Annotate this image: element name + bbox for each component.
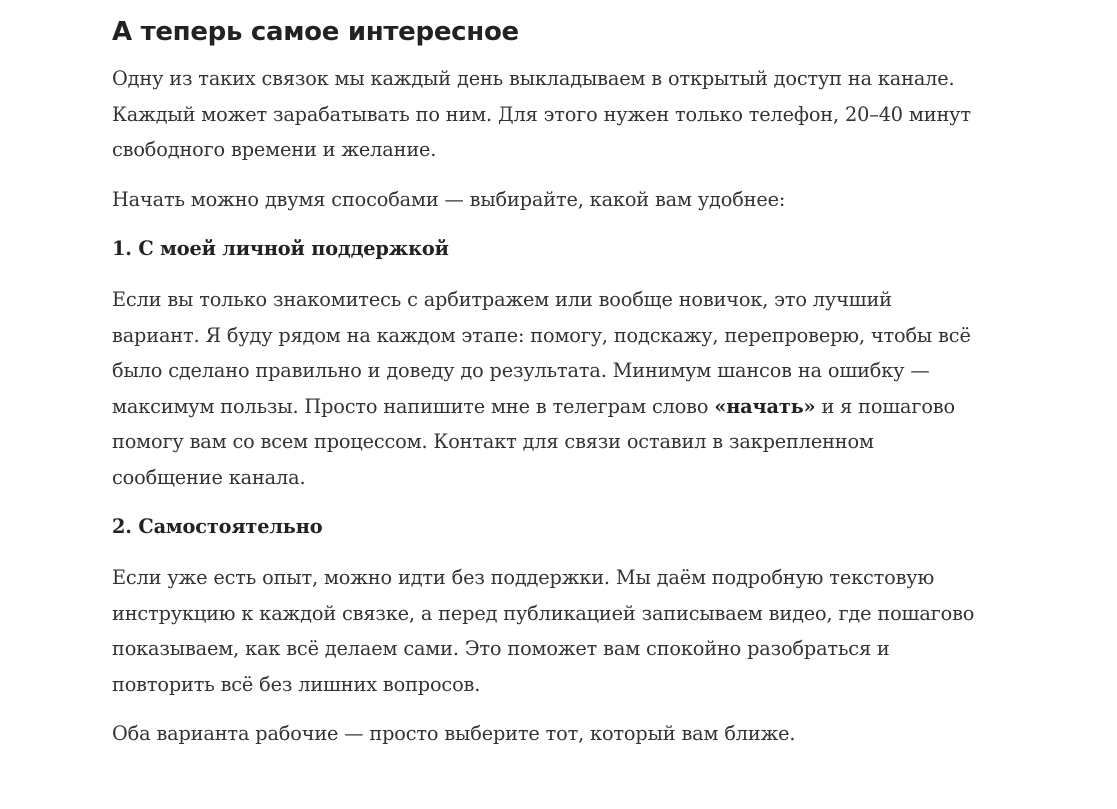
ways-intro-paragraph: Начать можно двумя способами — выбирайте, какой вам удобнее:: [112, 187, 786, 211]
option1-paragraph: [112, 282, 982, 495]
option1-text-before: Если вы только знакомитесь с арбитражем или вообще новичок, это лучший вариант. Я буду рядом на каждом этапе: помогу, подскажу, перепроверю, чтобы всё было сделано правильно и доведу до результата. Минимум шансов на ошибку — максимум пользы. Просто напишите мне в телеграм слово: [112, 288, 971, 418]
option2-paragraph: Если уже есть опыт, можно идти без поддержки. Мы даём подробную текстовую инструкцию к каждой связке, а перед публикацией записываем видео, где пошагово показываем, как всё делаем сами. Это поможет вам спокойно разобраться и повторить всё без лишних вопросов.: [112, 566, 975, 696]
intro-paragraph: Одну из таких связок мы каждый день выкладываем в открытый доступ на канале. Каждый может зарабатывать по ним. Для этого нужен только телефон, 20–40 минут свободного времени и желание.: [112, 67, 971, 161]
article: [112, 10, 982, 766]
option2-heading: 2. Самостоятельно: [112, 515, 323, 538]
option1-keyword: «начать»: [714, 394, 816, 418]
option1-text-after: и я пошагово помогу вам со всем процессом. Контакт для связи оставил в закрепленном сообщение канала.: [112, 394, 955, 489]
closing-paragraph: Оба варианта рабочие — просто выберите тот, который вам ближе.: [112, 722, 796, 745]
option1-heading: 1. С моей личной поддержкой: [112, 237, 449, 260]
article-title: А теперь самое интересное: [112, 17, 519, 47]
